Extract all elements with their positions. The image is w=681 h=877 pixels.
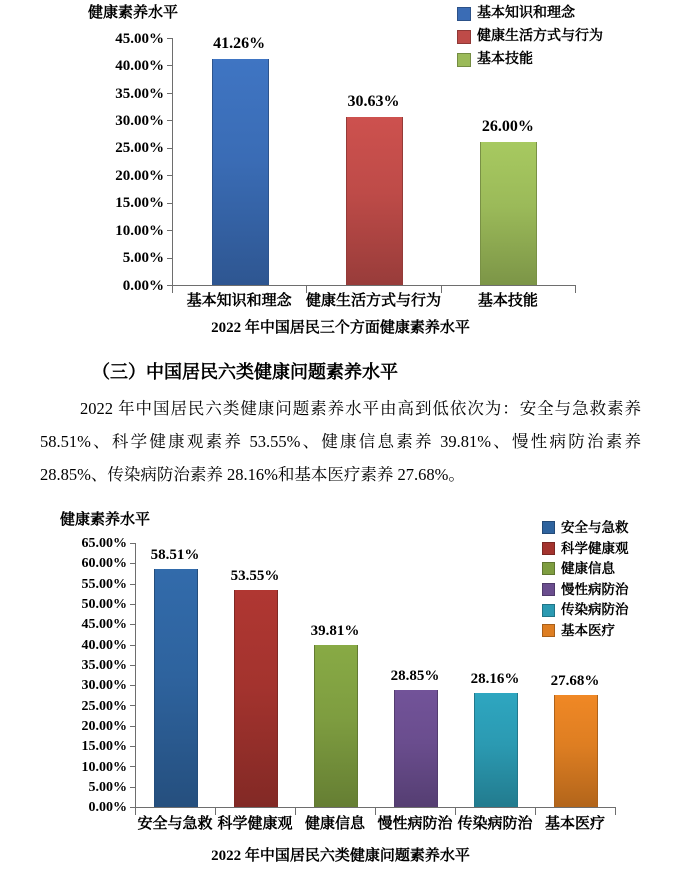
legend-swatch bbox=[542, 542, 555, 555]
legend-swatch bbox=[542, 562, 555, 575]
y-tick-label: 50.00% bbox=[81, 597, 127, 613]
y-tick-label: 65.00% bbox=[81, 536, 127, 552]
bar bbox=[234, 590, 278, 807]
category-label: 慢性病防治 bbox=[377, 816, 453, 832]
bar-value-label: 58.51% bbox=[150, 547, 200, 564]
bar bbox=[154, 569, 198, 807]
x-tick-mark bbox=[295, 808, 296, 815]
bar-value-label: 27.68% bbox=[550, 672, 600, 689]
y-axis-line bbox=[135, 543, 136, 807]
y-tick-label: 35.00% bbox=[81, 657, 127, 673]
y-tick-label: 30.00% bbox=[81, 678, 127, 694]
y-tick-mark bbox=[130, 746, 135, 747]
y-tick-label: 30.00% bbox=[115, 113, 164, 130]
y-tick-mark bbox=[130, 563, 135, 564]
y-tick-mark bbox=[130, 543, 135, 544]
y-tick-label: 15.00% bbox=[81, 739, 127, 755]
category-label: 基本医疗 bbox=[544, 816, 605, 832]
y-tick-label: 25.00% bbox=[115, 140, 164, 157]
bar-value-label: 39.81% bbox=[310, 623, 360, 640]
category-label: 基本知识和理念 bbox=[186, 293, 292, 309]
bar-value-label: 28.16% bbox=[470, 670, 520, 687]
y-tick-mark bbox=[130, 685, 135, 686]
x-tick-mark bbox=[375, 808, 376, 815]
category-label: 健康生活方式与行为 bbox=[305, 293, 441, 309]
y-tick-label: 40.00% bbox=[81, 637, 127, 653]
bar bbox=[394, 690, 438, 807]
legend-item bbox=[542, 583, 629, 597]
y-tick-label: 20.00% bbox=[81, 718, 127, 734]
y-tick-mark bbox=[130, 665, 135, 666]
y-tick-mark bbox=[130, 766, 135, 767]
bar-value-label: 30.63% bbox=[347, 92, 400, 110]
legend-label: 基本知识和理念 bbox=[477, 6, 575, 21]
legend-item bbox=[542, 624, 615, 638]
y-tick-label: 0.00% bbox=[122, 277, 164, 294]
legend-label: 基本技能 bbox=[477, 52, 533, 67]
y-tick-mark bbox=[130, 645, 135, 646]
bar-value-label: 28.85% bbox=[390, 667, 440, 684]
y-tick-mark bbox=[130, 787, 135, 788]
legend-label: 安全与急救 bbox=[561, 520, 629, 535]
y-tick-mark bbox=[130, 726, 135, 727]
legend-swatch bbox=[542, 521, 555, 534]
legend-swatch bbox=[542, 624, 555, 637]
y-tick-label: 5.00% bbox=[122, 250, 164, 267]
bar-value-label: 26.00% bbox=[481, 118, 534, 136]
x-tick-mark bbox=[135, 808, 136, 815]
y-tick-mark bbox=[130, 584, 135, 585]
category-label: 安全与急救 bbox=[137, 816, 213, 832]
category-label: 基本技能 bbox=[477, 293, 538, 309]
y-tick-label: 15.00% bbox=[115, 195, 164, 212]
bar-value-label: 41.26% bbox=[213, 34, 266, 52]
legend-item bbox=[542, 542, 629, 556]
category-label: 健康信息 bbox=[304, 816, 365, 832]
y-tick-mark bbox=[130, 604, 135, 605]
y-tick-label: 60.00% bbox=[81, 556, 127, 572]
bar bbox=[554, 695, 598, 807]
legend-label: 基本医疗 bbox=[561, 623, 615, 638]
chart-caption: 2022 年中国居民三个方面健康素养水平 bbox=[211, 320, 470, 336]
y-tick-label: 35.00% bbox=[115, 85, 164, 102]
y-tick-label: 40.00% bbox=[115, 58, 164, 75]
x-tick-mark bbox=[615, 808, 616, 815]
legend-label: 科学健康观 bbox=[561, 540, 629, 556]
legend-swatch bbox=[542, 604, 555, 617]
y-tick-label: 55.00% bbox=[81, 576, 127, 592]
y-tick-label: 10.00% bbox=[115, 222, 164, 239]
legend-item bbox=[542, 521, 629, 535]
legend-label: 慢性病防治 bbox=[561, 581, 629, 597]
chart-caption: 2022 年中国居民六类健康问题素养水平 bbox=[211, 848, 470, 864]
category-label: 传染病防治 bbox=[457, 816, 533, 832]
x-tick-mark bbox=[215, 808, 216, 815]
y-tick-label: 25.00% bbox=[81, 698, 127, 714]
category-label: 科学健康观 bbox=[217, 816, 293, 832]
body-paragraph: 2022 年中国居民六类健康问题素养水平由高到低依次为：安全与急救素养 58.51%、科学健康观素养 53.55%、健康信息素养 39.81%、慢性病防治素养 28.85%、传染病防治素养 28.16%和基本医疗素养 27.68%。 bbox=[40, 399, 641, 484]
y-axis-title: 健康素养水平 bbox=[88, 5, 179, 21]
y-tick-label: 5.00% bbox=[88, 779, 127, 795]
y-tick-label: 10.00% bbox=[81, 759, 127, 775]
legend-swatch bbox=[542, 583, 555, 596]
legend-item bbox=[542, 562, 615, 576]
y-tick-label: 0.00% bbox=[88, 800, 127, 816]
legend-label: 传染病防治 bbox=[561, 602, 629, 618]
section-heading: （三）中国居民六类健康问题素养水平 bbox=[92, 362, 398, 382]
y-tick-mark bbox=[130, 705, 135, 706]
legend-item bbox=[542, 603, 629, 617]
y-tick-label: 45.00% bbox=[115, 30, 164, 47]
y-tick-mark bbox=[130, 624, 135, 625]
bar bbox=[474, 693, 518, 807]
bar bbox=[314, 645, 358, 807]
x-tick-mark bbox=[455, 808, 456, 815]
x-tick-mark bbox=[535, 808, 536, 815]
y-axis-title: 健康素养水平 bbox=[60, 512, 151, 528]
y-tick-label: 20.00% bbox=[115, 167, 164, 184]
legend-label: 健康信息 bbox=[561, 561, 615, 577]
legend-label: 健康生活方式与行为 bbox=[477, 29, 603, 44]
y-tick-label: 45.00% bbox=[81, 617, 127, 633]
bar-value-label: 53.55% bbox=[230, 567, 280, 584]
